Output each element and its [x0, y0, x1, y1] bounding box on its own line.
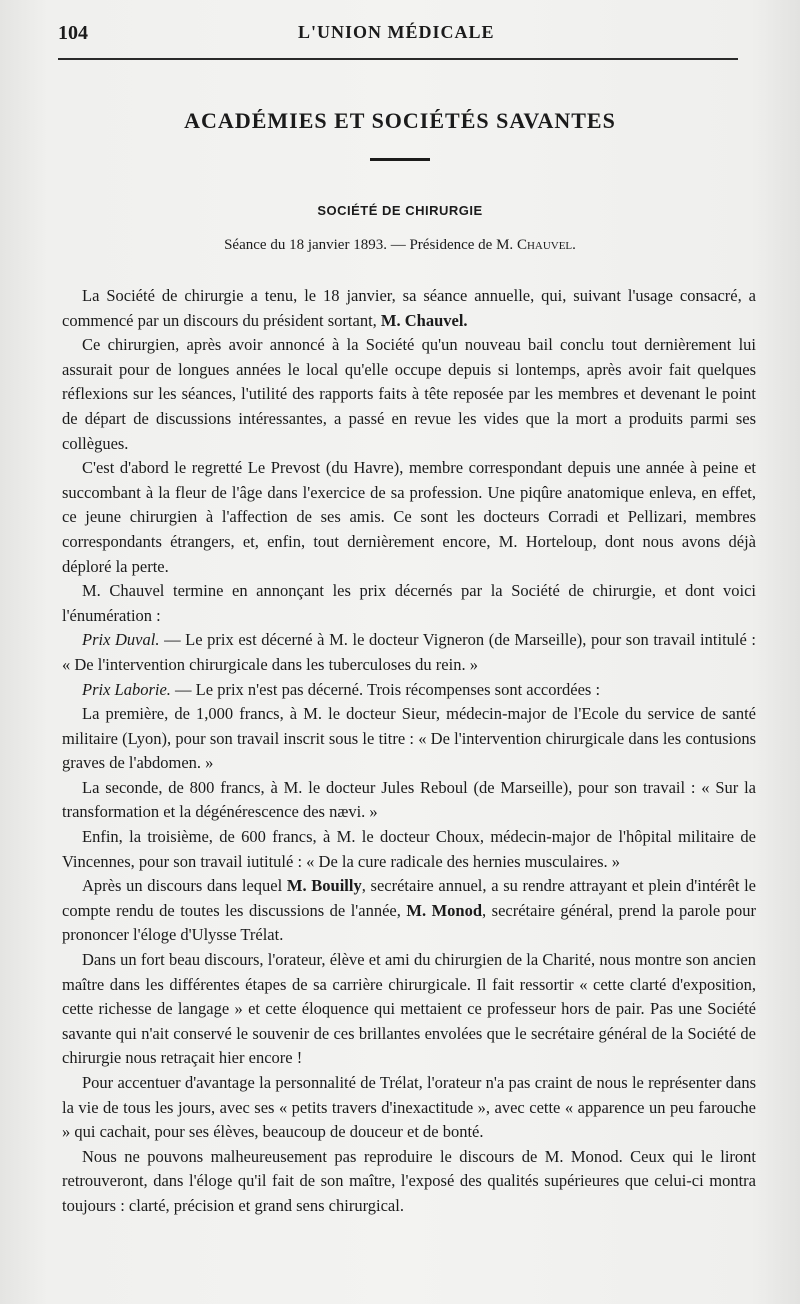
paragraph: Nous ne pouvons malheureusement pas reproduire le discours de M. Monod. Ceux qui le liront retrouveront, dans l'éloge qu'il fait de son maître, l'exposé des qualités supérieures que celui-ci montra toujours : clarté, précision et grand sens chirurgical. [62, 1146, 756, 1215]
session-date: Séance du 18 janvier 1893. — Présidence de M. [224, 237, 517, 253]
paragraph: Pour accentuer d'avantage la personnalité de Trélat, l'orateur n'a pas craint de nous le représenter dans la vie de tous les jours, avec ses « petits travers d'inexactitude », avec cette « apparence un peu farouche » qui cachait, pour ses élèves, beaucoup de douceur et de bonté. [62, 1073, 756, 1142]
paragraph-text: — Le prix n'est pas décerné. Trois récompenses sont accordées : [170, 679, 601, 699]
prize-label: Prix Laborie. [82, 679, 171, 699]
paragraph: Enfin, la troisième, de 600 francs, à M. le docteur Choux, médecin-major de l'hôpital militaire de Vincennes, pour son travail iutitulé : « De la cure radicale des hernies musculaires. » [62, 827, 756, 871]
paragraph-text: Après un discours dans lequel [82, 876, 287, 896]
session-line [0, 237, 800, 254]
paragraph: Dans un fort beau discours, l'orateur, élève et ami du chirurgien de la Charité, nous montre son ancien maître dans les différentes étapes de sa carrière chirurgicale. Il fait ressortir « cette clarté d'exposition, cette richesse de langage » et cette éloquence qui mettaient ce professeur hors de pair. Pas une Société savante qui n'ait conservé le souvenir de ces brillantes envolées que le secrétaire général de la Société de chirurgie nous retraçait hier encore ! [62, 950, 756, 1068]
page-number: 104 [58, 22, 88, 44]
paragraph [62, 874, 756, 948]
paragraph: Ce chirurgien, après avoir annoncé à la Société qu'un nouveau bail conclu tout dernièrement lui assurait pour de longues années le local qu'elle occupe depuis si lontemps, après avoir fait quelques réflexions sur les séances, l'utilité des rapports faits à tête reposée par les membres et devenant le point de départ de discussions intéressantes, a passé en revue les vides que la mort a produits parmi ses collègues. [62, 335, 756, 453]
section-title: ACADÉMIES ET SOCIÉTÉS SAVANTES [184, 108, 616, 133]
title-rule [370, 158, 430, 161]
person-name: M. Chauvel. [380, 310, 468, 330]
paragraph: C'est d'abord le regretté Le Prevost (du Havre), membre correspondant depuis une année à peine et succombant à la fleur de l'âge dans l'exercice de sa profession. Une piqûre anatomique enleva, en effet, ce jeune chirurgien à l'affection de ses amis. Ce sont les docteurs Corradi et Pellizari, membres correspondants étrangers, et, enfin, tout dernièrement encore, M. Horteloup, dont nous avons déjà déploré la perte. [62, 458, 756, 576]
prize-label: Prix Duval. [82, 630, 160, 650]
paragraph: La première, de 1,000 francs, à M. le docteur Sieur, médecin-major de l'Ecole du service de santé militaire (Lyon), pour son travail inscrit sous le titre : « De l'intervention chirurgicale dans les contusions graves de l'abdomen. » [62, 704, 756, 773]
paragraph: La seconde, de 800 francs, à M. le docteur Jules Reboul (de Marseille), pour son travail : « Sur la transformation et la dégénérescence des nævi. » [62, 777, 756, 822]
paragraph-text: , secrétaire général, prend la parole pour prononcer l'éloge d'Ulysse Trélat. [62, 900, 756, 945]
society-title: SOCIÉTÉ DE CHIRURGIE [317, 203, 483, 218]
paragraph-text: — Le prix est décerné à M. le docteur Vigneron (de Marseille), pour son travail intitulé : « De l'intervention chirurgicale dans les tuberculoses du rein. » [62, 630, 756, 674]
paragraph [62, 628, 756, 677]
header-rule [58, 58, 738, 60]
paragraph-text: La Société de chirurgie a tenu, le 18 janvier, sa séance annuelle, qui, suivant l'usage consacré, a commencé par un discours du président sortant, [62, 286, 756, 330]
paragraph-text: , secrétaire annuel, a su rendre attrayant et plein d'intérêt le compte rendu de toutes les discussions de l'année, [62, 876, 757, 920]
paragraph: M. Chauvel termine en annonçant les prix décernés par la Société de chirurgie, et dont voici l'énumération : [62, 581, 756, 625]
paragraph [62, 284, 756, 333]
article-body [62, 284, 756, 1219]
paragraph [62, 678, 756, 703]
running-title: L'UNION MÉDICALE [298, 22, 495, 42]
page-header [58, 22, 738, 48]
session-president: Chauvel. [516, 237, 576, 253]
person-name: M. Bouilly [286, 876, 362, 896]
person-name: M. Monod [406, 900, 483, 920]
